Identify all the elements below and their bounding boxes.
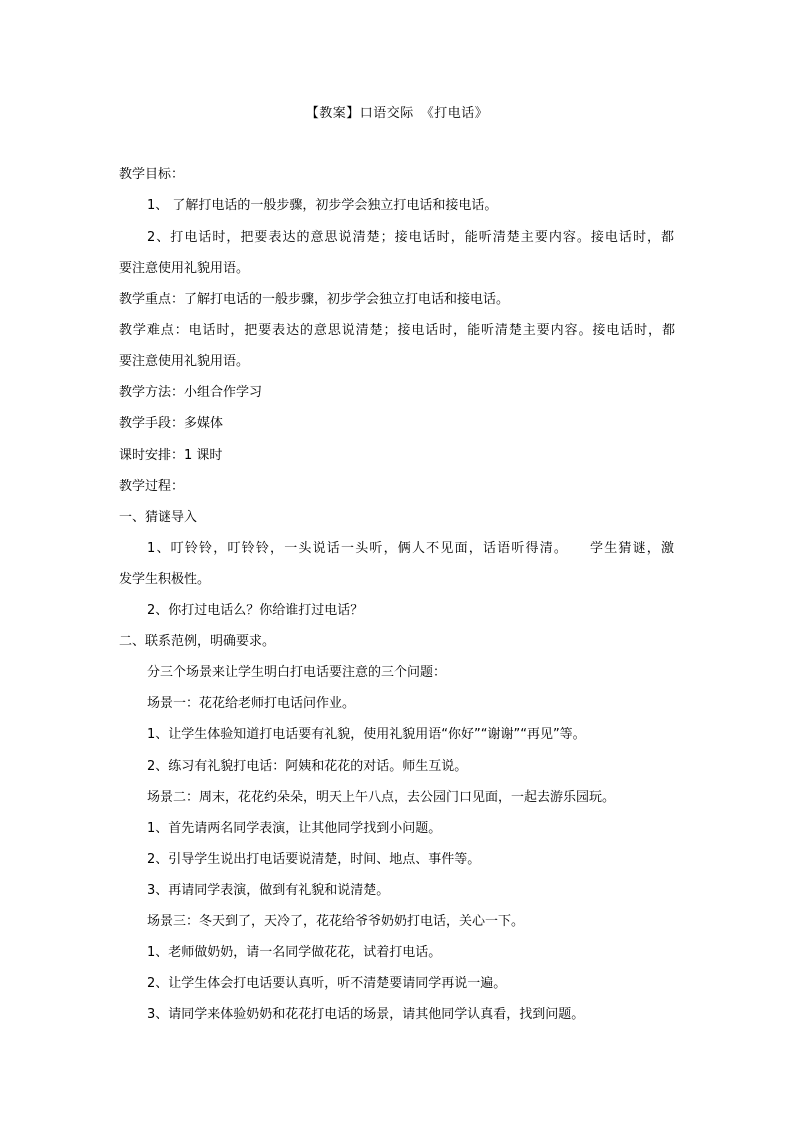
text-line: 1、 了解打电话的一般步骤，初步学会独立打电话和接电话。 [147,198,498,213]
text-line: 2、打电话时，把要表达的意思说清楚；接电话时，能听清楚主要内容。接电话时，都 [147,230,674,245]
text-line: 要注意使用礼貌用语。 [119,261,250,276]
text-line: 3、再请同学表演，做到有礼貌和说清楚。 [147,883,390,898]
text-line: 发学生积极性。 [119,572,211,587]
document-title: 【教案】口语交际 《打电话》 [305,106,489,121]
section-heading: 一、猜谜导入 [119,510,198,525]
text-line: 2、练习有礼貌打电话：阿姨和花花的对话。师生互说。 [147,759,468,774]
text-line: 2、你打过电话么？你给谁打过电话？ [147,603,364,618]
text-line: 教学重点：了解打电话的一般步骤，初步学会独立打电话和接电话。 [119,292,510,307]
text-line: 课时安排：1 课时 [119,448,223,463]
text-line: 1、首先请两名同学表演，让其他同学找到小问题。 [147,821,442,836]
text-line: 1、老师做奶奶，请一名同学做花花，试着打电话。 [147,945,442,960]
section-heading: 二、联系范例，明确要求。 [119,634,276,649]
text-line: 2、让学生体会打电话要认真听，听不清楚要请同学再说一遍。 [147,976,507,991]
scene-heading: 场景三：冬天到了，天冷了，花花给爷爷奶奶打电话，关心一下。 [147,914,525,929]
text-line: 教学过程： [119,479,185,494]
text-line: 2、引导学生说出打电话要说清楚，时间、地点、事件等。 [147,852,481,867]
text-line: 教学方法：小组合作学习 [119,385,263,400]
text-line: 教学手段：多媒体 [119,416,224,431]
text-line: 3、请同学来体验奶奶和花花打电话的场景，请其他同学认真看，找到问题。 [147,1007,585,1022]
scene-heading: 场景一：花花给老师打电话问作业。 [147,696,356,711]
text-line: 教学目标： [119,167,185,182]
text-line: 教学难点：电话时，把要表达的意思说清楚；接电话时，能听清楚主要内容。接电话时，都 [119,323,675,338]
text-line: 1、叮铃铃，叮铃铃，一头说话一头听，俩人不见面，话语听得清。 学生猜谜，激 [147,541,674,556]
scene-heading: 场景二：周末，花花约朵朵，明天上午八点，去公园门口见面，一起去游乐园玩。 [147,790,616,805]
text-line: 1、让学生体验知道打电话要有礼貌，使用礼貌用语“你好”“谢谢”“再见”等。 [147,727,586,742]
text-line: 要注意使用礼貌用语。 [119,354,250,369]
text-line: 分三个场景来让学生明白打电话要注意的三个问题： [147,665,447,680]
